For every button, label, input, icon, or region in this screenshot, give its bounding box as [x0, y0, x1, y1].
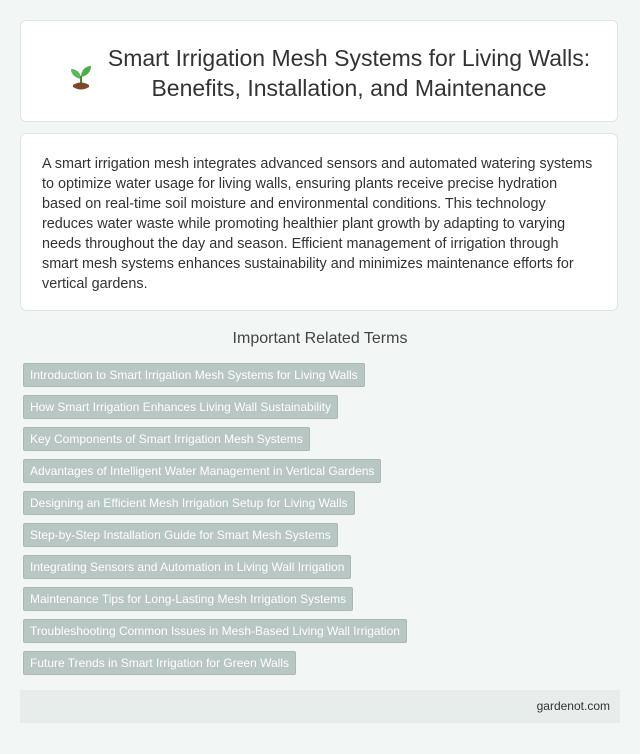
related-term-link[interactable]: Future Trends in Smart Irrigation for Green Walls [23, 651, 296, 675]
header-card [20, 20, 618, 122]
summary-text: A smart irrigation mesh integrates advanced sensors and automated watering systems to optimize water usage for living walls, ensuring plants receive precise hydration based on real-time soil moisture and environmental conditions. This technology reduces water waste while promoting healthier plant growth by adapting to varying needs throughout the day and season. Efficient management of irrigation through smart mesh systems enhances sustainability and minimizes maintenance efforts for vertical gardens. [42, 156, 593, 292]
footer [20, 690, 620, 723]
related-term-link[interactable]: Designing an Efficient Mesh Irrigation Setup for Living Walls [23, 491, 355, 515]
related-term-link[interactable]: How Smart Irrigation Enhances Living Wall Sustainability [23, 395, 338, 419]
related-term-link[interactable]: Integrating Sensors and Automation in Living Wall Irrigation [23, 555, 351, 579]
summary-card [20, 133, 618, 311]
related-term-link[interactable]: Troubleshooting Common Issues in Mesh-Based Living Wall Irrigation [23, 619, 407, 643]
related-terms-list [23, 363, 623, 683]
page-title: Smart Irrigation Mesh Systems for Living Walls: Benefits, Installation, and Maintenance [107, 45, 591, 101]
related-term-link[interactable]: Advantages of Intelligent Water Management in Vertical Gardens [23, 459, 381, 483]
related-term-link[interactable]: Introduction to Smart Irrigation Mesh Systems for Living Walls [23, 363, 365, 387]
footer-site-link[interactable]: gardenot.com [536, 699, 610, 713]
related-term-link[interactable]: Maintenance Tips for Long-Lasting Mesh Irrigation Systems [23, 587, 353, 611]
related-term-link[interactable]: Key Components of Smart Irrigation Mesh Systems [23, 427, 310, 451]
related-term-link[interactable]: Step-by-Step Installation Guide for Smart Mesh Systems [23, 523, 338, 547]
related-terms-heading: Important Related Terms [232, 330, 408, 347]
